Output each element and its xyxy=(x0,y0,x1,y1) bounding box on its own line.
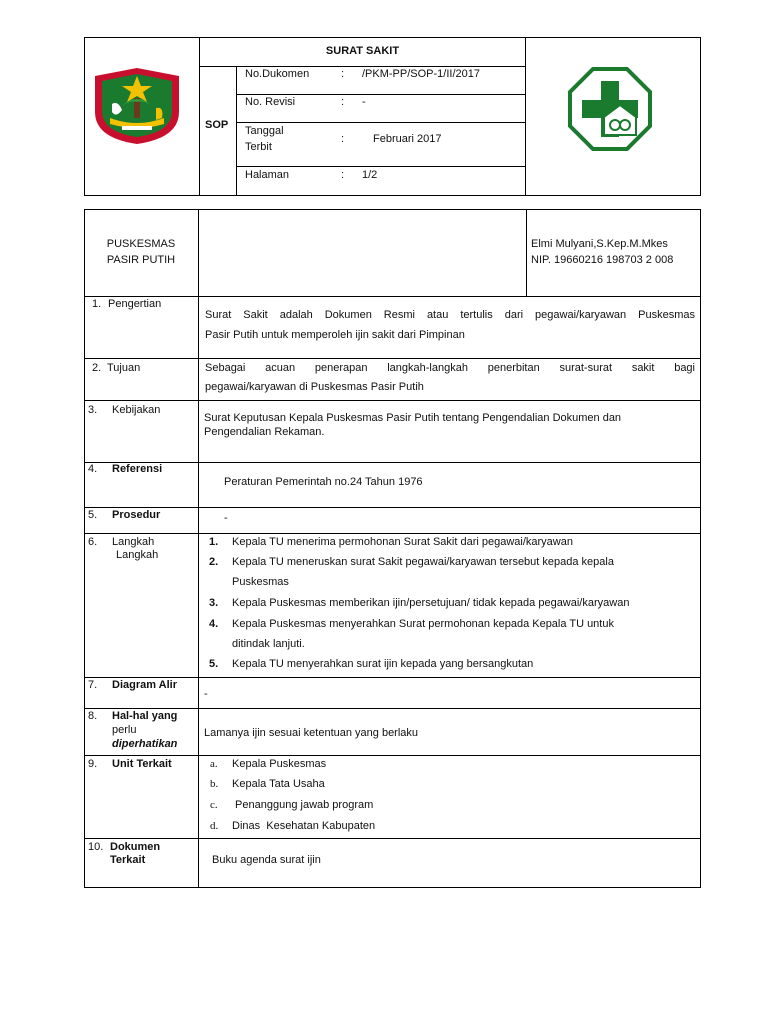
unit-label: Unit Terkait xyxy=(112,758,172,770)
step-4-text-1: Kepala Puskesmas menyerahkan Surat permohonan kepada Kepala TU untuk xyxy=(232,618,614,630)
dokumen-label-2: Terkait xyxy=(110,854,146,866)
halaman-label: Halaman xyxy=(245,169,290,181)
unit-item-a-text: Kepala Puskesmas xyxy=(232,758,327,770)
step-1-text: Kepala TU menerima permohonan Surat Sakit dari pegawai/karyawan xyxy=(232,536,573,548)
tujuan-line-1: Sebagai acuan penerapan langkah-langkah penerbitan surat-surat sakit bagi xyxy=(205,362,695,374)
prosedur-value: - xyxy=(224,512,228,524)
tujuan-line-2: pegawai/karyawan di Puskesmas Pasir Putih xyxy=(205,381,424,393)
unit-item-c-letter: c. xyxy=(210,799,218,811)
kebijakan-num: 3. xyxy=(88,404,98,416)
dokumen-value: Buku agenda surat ijin xyxy=(212,854,321,866)
dokumen-label-1: Dokumen xyxy=(110,841,161,853)
tanggal-value: Februari 2017 xyxy=(373,133,442,145)
step-5-text: Kepala TU menyerahkan surat ijin kepada yang bersangkutan xyxy=(232,658,534,670)
halaman-value: 1/2 xyxy=(362,169,378,181)
regency-emblem-logo xyxy=(92,66,182,146)
langkah-num: 6. xyxy=(88,536,98,548)
referensi-label: Referensi xyxy=(112,463,163,475)
org-name-line1: PUSKESMAS xyxy=(106,238,176,250)
no-revisi-label: No. Revisi xyxy=(245,96,296,108)
pengertian-line-1: Surat Sakit adalah Dokumen Resmi atau tertulis dari pegawai/karyawan Puskesmas xyxy=(205,309,695,321)
tujuan-label: Tujuan xyxy=(107,362,141,374)
prosedur-num: 5. xyxy=(88,509,98,521)
signer-nip: NIP. 19660216 198703 2 008 xyxy=(531,254,674,266)
unit-item-d-text: Dinas Kesehatan Kabupaten xyxy=(232,820,376,832)
puskesmas-logo xyxy=(568,67,652,151)
halaman-sep: : xyxy=(341,169,345,181)
pengertian-num: 1. xyxy=(92,298,102,310)
no-dokumen-sep: : xyxy=(341,68,345,80)
langkah-label-2: Langkah xyxy=(116,549,159,561)
kebijakan-label: Kebijakan xyxy=(112,404,161,416)
diagram-value: - xyxy=(204,688,208,700)
no-dokumen-value: /PKM-PP/SOP-1/II/2017 xyxy=(362,68,480,80)
pengertian-label: Pengertian xyxy=(108,298,162,310)
sop-label: SOP xyxy=(205,119,229,131)
unit-num: 9. xyxy=(88,758,98,770)
step-3-text: Kepala Puskesmas memberikan ijin/persetujuan/ tidak kepada pegawai/karyawan xyxy=(232,597,630,609)
diagram-label: Diagram Alir xyxy=(112,679,178,691)
step-2-text-2: Puskesmas xyxy=(232,576,289,588)
signer-name: Elmi Mulyani,S.Kep.M.Mkes xyxy=(531,238,668,250)
langkah-label-1: Langkah xyxy=(112,536,155,548)
step-1-num: 1. xyxy=(209,536,219,548)
step-4-num: 4. xyxy=(209,618,219,630)
unit-item-a-letter: a. xyxy=(210,758,218,770)
hal-num: 8. xyxy=(88,710,98,722)
hal-label-2: perlu xyxy=(112,724,137,736)
step-3-num: 3. xyxy=(209,597,219,609)
step-5-num: 5. xyxy=(209,658,219,670)
no-revisi-value: - xyxy=(362,96,366,108)
tujuan-num: 2. xyxy=(92,362,102,374)
dokumen-num: 10. xyxy=(88,841,104,853)
kebijakan-line-1: Surat Keputusan Kepala Puskesmas Pasir Putih tentang Pengendalian Dokumen dan xyxy=(204,412,622,424)
hal-label-1: Hal-hal yang xyxy=(112,710,178,722)
org-name-line2: PASIR PUTIH xyxy=(106,254,176,266)
step-4-text-2: ditindak lanjuti. xyxy=(232,638,305,650)
unit-item-b-text: Kepala Tata Usaha xyxy=(232,778,325,790)
prosedur-label: Prosedur xyxy=(112,509,161,521)
hal-label-3: diperhatikan xyxy=(112,738,178,750)
pengertian-line-2: Pasir Putih untuk memperoleh ijin sakit dari Pimpinan xyxy=(205,329,465,341)
tanggal-sep: : xyxy=(341,133,345,145)
unit-item-b-letter: b. xyxy=(210,778,219,790)
step-2-num: 2. xyxy=(209,556,219,568)
terbit-label: Terbit xyxy=(245,141,272,153)
step-2-text-1: Kepala TU meneruskan surat Sakit pegawai/karyawan tersebut kepada kepala xyxy=(232,556,614,568)
referensi-value: Peraturan Pemerintah no.24 Tahun 1976 xyxy=(224,476,423,488)
tanggal-label: Tanggal xyxy=(245,125,284,137)
document-title: SURAT SAKIT xyxy=(325,45,400,57)
no-revisi-sep: : xyxy=(341,96,345,108)
unit-item-d-letter: d. xyxy=(210,820,219,832)
diagram-num: 7. xyxy=(88,679,98,691)
hal-value: Lamanya ijin sesuai ketentuan yang berlaku xyxy=(204,727,419,739)
unit-item-c-text: Penanggung jawab program xyxy=(232,799,374,811)
kebijakan-line-2: Pengendalian Rekaman. xyxy=(204,426,325,438)
no-dokumen-label: No.Dukomen xyxy=(245,68,310,80)
referensi-num: 4. xyxy=(88,463,98,475)
